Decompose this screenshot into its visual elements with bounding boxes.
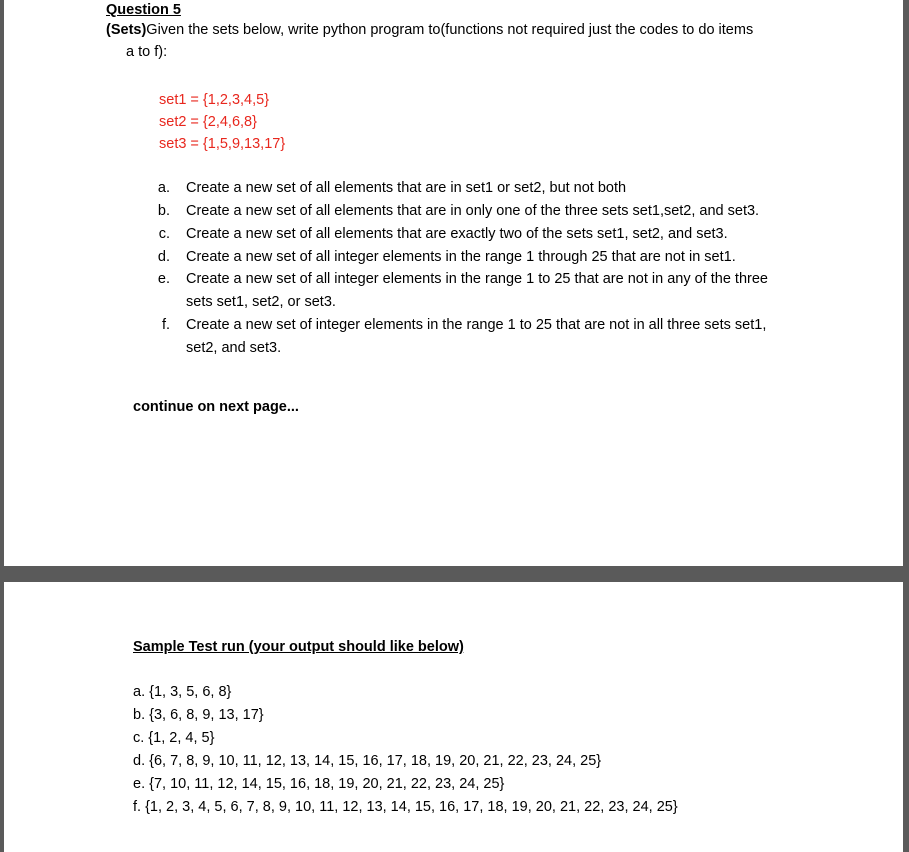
prompt-bold-tag: (Sets)	[106, 22, 147, 38]
output-line-f: f. {1, 2, 3, 4, 5, 6, 7, 8, 9, 10, 11, 12, 13, 14, 15, 16, 17, 18, 19, 20, 21, 22, 23, 24, 25}	[133, 799, 678, 815]
task-text: Create a new set of all integer elements in the range 1 to 25 that are not in any of the three	[186, 271, 768, 287]
output-line-a: a. {1, 3, 5, 6, 8}	[133, 684, 232, 700]
task-marker: f.	[161, 317, 170, 333]
task-marker: e.	[157, 271, 170, 287]
prompt-continued: a to f):	[126, 44, 168, 60]
output-line-b: b. {3, 6, 8, 9, 13, 17}	[133, 707, 264, 723]
prompt-text: Given the sets below, write python program to(functions not required just the codes to do items	[146, 22, 754, 38]
task-item-e-continued: sets set1, set2, or set3.	[186, 294, 336, 310]
output-line-e: e. {7, 10, 11, 12, 14, 15, 16, 18, 19, 20, 21, 22, 23, 24, 25}	[133, 776, 505, 792]
output-line-d: d. {6, 7, 8, 9, 10, 11, 12, 13, 14, 15, 16, 17, 18, 19, 20, 21, 22, 23, 24, 25}	[133, 753, 602, 769]
set1-definition: set1 = {1,2,3,4,5}	[159, 92, 270, 108]
set3-definition: set3 = {1,5,9,13,17}	[159, 136, 286, 152]
task-marker: b.	[157, 203, 170, 219]
output-line-c: c. {1, 2, 4, 5}	[133, 730, 215, 746]
task-text: Create a new set of all integer elements in the range 1 through 25 that are not in set1.	[186, 249, 736, 265]
task-text: Create a new set of all elements that are exactly two of the sets set1, set2, and set3.	[186, 226, 728, 242]
task-marker: a.	[157, 180, 170, 196]
continue-note: continue on next page...	[133, 399, 299, 415]
task-text: Create a new set of all elements that are in only one of the three sets set1,set2, and set3.	[186, 203, 760, 219]
document-page-1	[4, 0, 903, 566]
task-text: Create a new set of all elements that are in set1 or set2, but not both	[186, 180, 627, 196]
document-page-2	[4, 582, 903, 852]
task-item-f-continued: set2, and set3.	[186, 340, 282, 356]
task-text: Create a new set of integer elements in the range 1 to 25 that are not in all three sets set1,	[186, 317, 767, 333]
question-prompt	[106, 21, 753, 39]
sample-heading: Sample Test run (your output should like below)	[133, 639, 464, 655]
question-title: Question 5	[106, 2, 181, 18]
set2-definition: set2 = {2,4,6,8}	[159, 114, 257, 130]
task-marker: d.	[157, 249, 170, 265]
task-marker: c.	[158, 226, 170, 242]
